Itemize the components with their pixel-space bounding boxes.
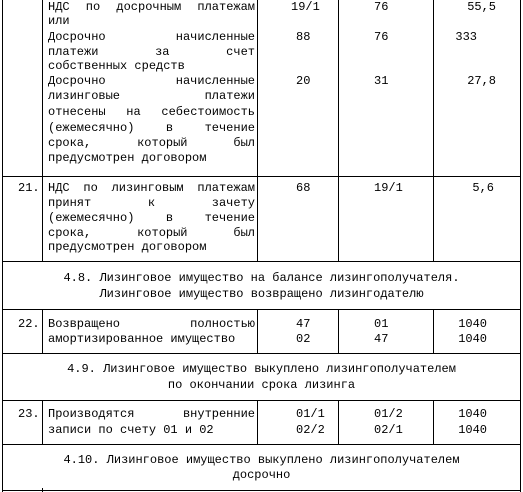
debit-account: 19/1 — [291, 0, 320, 14]
column-divider — [257, 309, 258, 353]
debit-account: 88 — [296, 30, 311, 44]
credit-account: 76 — [374, 0, 389, 14]
row-number: 22. — [18, 317, 40, 331]
debit-account: 02 — [296, 332, 311, 346]
debit-account: 02/2 — [296, 423, 325, 437]
credit-account: 01/2 — [374, 407, 403, 421]
row-number: 21. — [18, 181, 40, 195]
column-divider — [42, 0, 43, 261]
description-line: предусмотрен договором — [48, 240, 207, 254]
table-border-left — [2, 0, 3, 492]
row-divider — [2, 444, 521, 445]
description-line: Досрочно начисленные — [48, 74, 255, 88]
credit-account: 02/1 — [374, 423, 403, 437]
column-divider — [433, 0, 434, 261]
amount: 5,6 — [472, 181, 494, 195]
amount: 55,5 — [467, 0, 496, 14]
row-divider — [2, 490, 521, 491]
description-line: лизинговые платежи — [48, 89, 255, 103]
column-divider — [42, 309, 43, 353]
row-divider — [2, 176, 521, 177]
debit-account: 68 — [296, 181, 311, 195]
column-divider — [338, 309, 339, 353]
section-heading-line: 4.9. Лизинговое имущество выкуплено лизингополучателем — [67, 362, 456, 376]
section-heading-line: по окончании срока лизинга — [167, 378, 356, 392]
description-line: Досрочно начисленные — [48, 30, 255, 44]
credit-account: 47 — [374, 332, 389, 346]
column-divider — [42, 488, 43, 492]
column-divider — [257, 0, 258, 261]
amount: 1040 — [458, 317, 487, 331]
column-divider — [338, 0, 339, 261]
row-divider — [2, 309, 521, 310]
description-line: (ежемесячно) в течение — [48, 211, 255, 225]
debit-account: 47 — [296, 317, 311, 331]
row-divider — [2, 261, 521, 262]
debit-account: 20 — [296, 74, 311, 88]
description-line: НДС по досрочным платежам — [48, 0, 255, 14]
description-line: (ежемесячно) в течение — [48, 121, 255, 135]
column-divider — [257, 400, 258, 444]
amount: 333 — [455, 30, 477, 44]
amount: 27,8 — [467, 74, 496, 88]
section-heading-line: Лизинговое имущество возвращено лизингодателю — [99, 287, 424, 301]
column-divider — [433, 400, 434, 444]
description-line: амортизированное имущество — [48, 332, 236, 346]
section-heading-line: досрочно — [232, 468, 291, 482]
credit-account: 31 — [374, 74, 389, 88]
row-number: 23. — [18, 407, 40, 421]
description-line: Возвращено полностью — [48, 317, 255, 331]
row-divider — [2, 353, 521, 354]
description-line: Производятся внутренние — [48, 407, 255, 421]
section-heading-line: 4.10. Лизинговое имущество выкуплено лизингополучателем — [63, 453, 460, 467]
description-line: срока, который был — [48, 226, 255, 240]
amount: 1040 — [458, 407, 487, 421]
column-divider — [42, 400, 43, 444]
amount: 1040 — [458, 423, 487, 437]
row-divider — [2, 400, 521, 401]
description-line: НДС по лизинговым платежам — [48, 181, 255, 195]
description-line: записи по счету 01 и 02 — [48, 423, 214, 437]
description-line: срока, который был — [48, 136, 255, 150]
section-heading-line: 4.8. Лизинговое имущество на балансе лизингополучателя. — [63, 271, 460, 285]
description-line: принят к зачету — [48, 196, 255, 210]
credit-account: 19/1 — [374, 181, 403, 195]
amount: 1040 — [458, 332, 487, 346]
debit-account: 01/1 — [296, 407, 325, 421]
credit-account: 01 — [374, 317, 389, 331]
table-border-right — [520, 0, 521, 492]
description-line: или — [48, 14, 70, 28]
description-line: отнесены на себестоимость — [48, 105, 255, 119]
column-divider — [338, 400, 339, 444]
description-line: платежи за счет — [48, 45, 255, 59]
column-divider — [433, 309, 434, 353]
description-line: собственных средств — [48, 59, 185, 73]
credit-account: 76 — [374, 30, 389, 44]
description-line: предусмотрен договором — [48, 151, 207, 165]
